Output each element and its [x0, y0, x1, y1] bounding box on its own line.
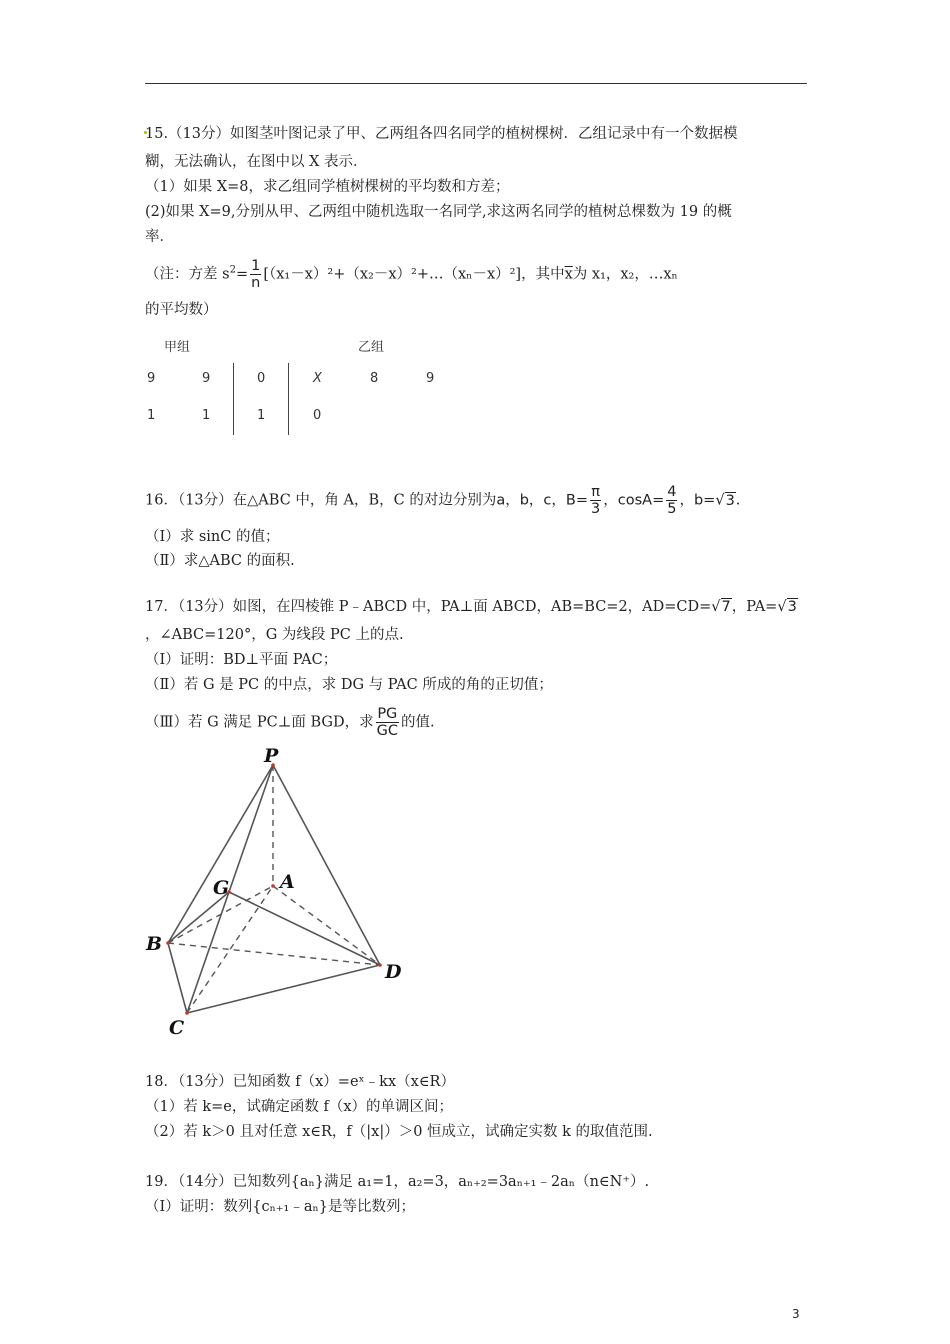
- stem-value: 1: [257, 408, 266, 423]
- note-xbar: $\overline{x}$: [564, 266, 573, 283]
- header-rule: [145, 83, 807, 84]
- q16-text: 16．（13分）在△ABC 中，角 A，B，C 的对边分别为: [145, 492, 497, 509]
- q18-part1: （1）若 k=e，试确定函数 f（x）的单调区间；: [145, 1099, 454, 1115]
- vertex-C: [185, 1011, 189, 1015]
- stem-header-jia: 甲组: [164, 340, 191, 355]
- pyramid-figure: [140, 740, 420, 1045]
- q15-part2a: (2)如果 X=9,分别从甲、乙两组中随机选取一名同学,求这两名同学的植树总棵数为 19 的概: [145, 204, 732, 220]
- edge-PD: [273, 765, 380, 965]
- q18-part2: （2）若 k＞0 且对任意 x∈R，f（|x|）＞0 恒成立，试确定实数 k 的取值范围.: [145, 1124, 653, 1140]
- label-D: D: [385, 961, 402, 983]
- q16-part1: （Ⅰ）求 sinC 的值；: [145, 529, 280, 545]
- q17-sqrt3: √3: [777, 599, 797, 615]
- leaf-left: 9: [147, 371, 156, 386]
- label-G: G: [213, 877, 230, 899]
- label-A: A: [280, 871, 295, 893]
- note-frac-den: n: [251, 275, 261, 291]
- q17-part3: [145, 706, 435, 739]
- q15-line2: 糊，无法确认，在图中以 X 表示．: [145, 154, 368, 170]
- q16-math: a，b，c，B=: [496, 492, 589, 509]
- note-tail: 为 x₁，x₂，…xₙ: [572, 266, 678, 283]
- note-eq: =: [235, 266, 249, 283]
- edge-BC: [168, 943, 187, 1013]
- q15-part2b: 率．: [145, 229, 174, 245]
- q15-note-line2: 的平均数）: [145, 302, 218, 318]
- q16-pi: π: [591, 484, 600, 500]
- stem-divider-right: [288, 363, 289, 435]
- q16-five: 5: [667, 501, 677, 517]
- leaf-right: 8: [370, 371, 379, 386]
- edge-GD: [229, 892, 380, 965]
- q17-part1: （Ⅰ）证明：BD⊥平面 PAC；: [145, 652, 338, 668]
- q15-note: [145, 258, 678, 291]
- q15-part1: （1）如果 X=8，求乙组同学植树棵树的平均数和方差；: [145, 179, 510, 195]
- q17-frac: [376, 706, 399, 739]
- note-frac-num: 1: [251, 258, 261, 274]
- note-frac: [250, 258, 261, 291]
- stem-header-yi: 乙组: [358, 340, 385, 355]
- stem-divider-left: [233, 363, 234, 435]
- q17-pa: ，PA=: [731, 599, 778, 615]
- q16-four: 4: [667, 484, 677, 500]
- q16-b: ，b=: [679, 492, 716, 509]
- q17-part3-a: （Ⅲ）若 G 满足 PC⊥面 BGD，求: [145, 714, 374, 731]
- q17-sqrt3-radicand: 3: [787, 599, 797, 615]
- q16-line1: [145, 484, 740, 517]
- q16-three: 3: [591, 501, 601, 517]
- q16-frac-b: [590, 484, 601, 517]
- leaf-right: X: [313, 371, 322, 386]
- leaf-right: 0: [313, 408, 322, 423]
- stem-leaf-plot: [145, 333, 445, 438]
- leaf-left: 1: [202, 408, 211, 423]
- leaf-right: 9: [426, 371, 435, 386]
- q15-line1: 15.（13分）如图茎叶图记录了甲、乙两组各四名同学的植树棵树．乙组记录中有一个数据模: [145, 126, 738, 142]
- q17-part2: （Ⅱ）若 G 是 PC 的中点，求 DG 与 PAC 所成的角的正切值；: [145, 677, 553, 693]
- label-C: C: [169, 1017, 185, 1039]
- q16-cos: ，cosA=: [603, 492, 665, 509]
- q17-frac-num: PG: [377, 706, 398, 722]
- label-B: B: [146, 933, 163, 955]
- edge-BD: [168, 943, 380, 965]
- q18-line1: 18．（13分）已知函数 f（x）=eˣ﹣kx（x∈R）: [145, 1074, 455, 1090]
- note-sup: 2: [229, 264, 236, 276]
- q16-part2: （Ⅱ）求△ABC 的面积.: [145, 553, 295, 569]
- q17-frac-den: GC: [376, 723, 398, 739]
- q19-line1: 19．（14分）已知数列{aₙ}满足 a₁=1，a₂=3，aₙ₊₂=3aₙ₊₁﹣2aₙ（n∈N⁺）.: [145, 1174, 650, 1190]
- q16-frac-cos: [666, 484, 677, 517]
- vertex-D: [378, 963, 382, 967]
- leaf-left: 9: [202, 371, 211, 386]
- q16-end: .: [735, 492, 741, 509]
- q19-part1: （Ⅰ）证明：数列{cₙ₊₁﹣aₙ}是等比数列；: [145, 1199, 415, 1215]
- leaf-left: 1: [147, 408, 156, 423]
- stem-value: 0: [257, 371, 266, 386]
- q17-sqrt7: √7: [711, 599, 731, 615]
- page-number: 3: [792, 1307, 800, 1321]
- vertex-B: [166, 941, 170, 945]
- q17-text: 17．（13分）如图，在四棱锥 P﹣ABCD 中，PA⊥面 ABCD，AB=BC=2，AD=CD=: [145, 599, 712, 615]
- edge-CD: [187, 965, 380, 1013]
- q16-sqrt: √3: [715, 492, 735, 509]
- q17-sqrt7-radicand: 7: [721, 599, 731, 615]
- note-body: [（x₁－x）²+（x₂－x）²+…（xₙ－x）²]，其中: [263, 266, 565, 283]
- q17-line2: ，∠ABC=120°，G 为线段 PC 上的点.: [145, 627, 404, 643]
- q17-line1: [145, 597, 798, 617]
- vertex-A: [271, 884, 275, 888]
- edge-AD: [273, 886, 380, 965]
- q16-sqrt-radicand: 3: [725, 492, 735, 509]
- edge-CA: [187, 886, 273, 1013]
- label-P: P: [264, 745, 279, 767]
- q17-part3-b: 的值.: [401, 714, 435, 731]
- note-prefix: （注：方差 s: [145, 266, 230, 283]
